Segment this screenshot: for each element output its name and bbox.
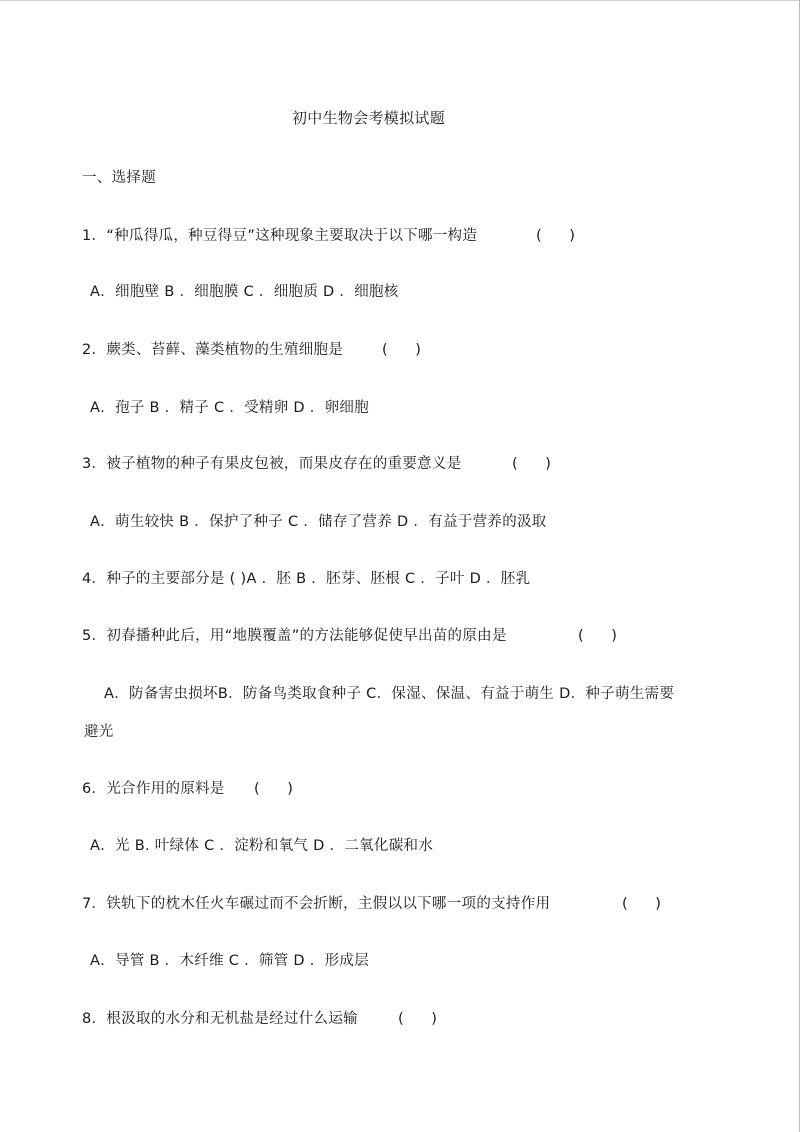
question-5-stem: 5．初春播种此后，用“地膜覆盖”的方法能够促使早出苗的原由是	[82, 628, 507, 644]
question-2-answer-paren: ( )	[382, 342, 421, 358]
page-top-edge	[0, 0, 800, 1]
question-5-options-continued: 避光	[84, 724, 114, 740]
question-8-answer-paren: ( )	[398, 1011, 437, 1027]
question-1-stem: 1．“种瓜得瓜，种豆得豆”这种现象主要取决于以下哪一构造	[82, 228, 478, 244]
question-6-answer-paren: ( )	[254, 781, 293, 797]
question-1-answer-paren: ( )	[536, 228, 575, 244]
question-7-stem: 7．铁轨下的枕木任火车碾过而不会折断，主假以以下哪一项的支持作用	[82, 896, 551, 912]
question-2-options: A．孢子 B ．精子 C ．受精卵 D ．卵细胞	[90, 400, 370, 416]
question-3-answer-paren: ( )	[512, 456, 551, 472]
question-2-stem: 2．蕨类、苔藓、藻类植物的生殖细胞是	[82, 342, 344, 358]
question-3-options: A．萌生较快 B ．保护了种子 C ．储存了营养 D ．有益于营养的汲取	[90, 514, 547, 530]
question-4-stem-and-options: 4．种子的主要部分是 ( )A ．胚 B ．胚芽、胚根 C ．子叶 D ．胚乳	[82, 571, 531, 587]
question-1-options: A．细胞壁 B ．细胞膜 C ．细胞质 D ．细胞核	[90, 284, 399, 300]
question-7-options: A．导管 B ．木纤维 C ．筛管 D ．形成层	[90, 953, 370, 969]
question-6-stem: 6．光合作用的原料是	[82, 781, 225, 797]
question-6-options: A．光 B. 叶绿体 C ．淀粉和氧气 D ．二氧化碳和水	[90, 838, 434, 854]
question-7-answer-paren: ( )	[622, 896, 661, 912]
section-heading: 一、选择题	[82, 170, 156, 186]
question-5-answer-paren: ( )	[578, 628, 617, 644]
question-3-stem: 3．被子植物的种子有果皮包被，而果皮存在的重要意义是	[82, 456, 462, 472]
page-title: 初中生物会考模拟试题	[292, 109, 446, 127]
question-5-options: A．防备害虫损坏B．防备鸟类取食种子 C．保湿、保温、有益于萌生 D．种子萌生需要	[104, 686, 675, 702]
question-8-stem: 8．根汲取的水分和无机盐是经过什么运输	[82, 1011, 358, 1027]
